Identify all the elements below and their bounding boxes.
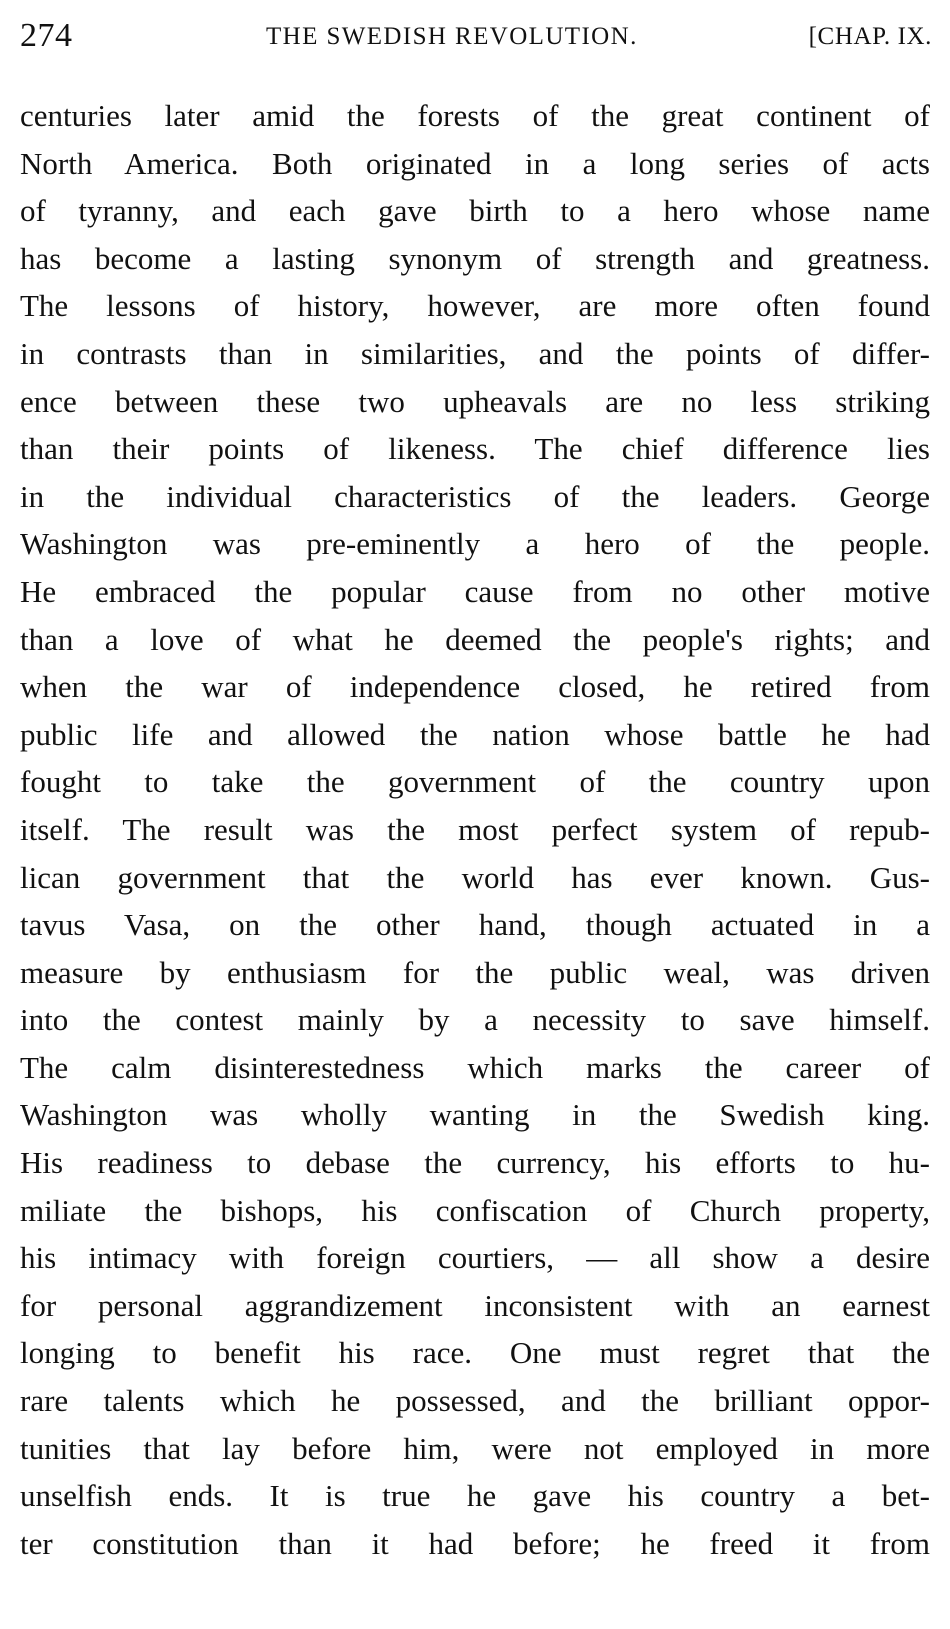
text-line: of tyranny, and each gave birth to a hero whose name bbox=[20, 193, 930, 229]
text-line: when the war of independence closed, he retired from bbox=[20, 669, 930, 705]
text-line: in the individual characteristics of the leaders. George bbox=[20, 478, 930, 514]
text-line: his intimacy with foreign courtiers, — all show a desire bbox=[20, 1240, 930, 1276]
text-line: The lessons of history, however, are more often found bbox=[20, 288, 930, 324]
text-line: North America. Both originated in a long series of acts bbox=[20, 145, 930, 181]
text-line: centuries later amid the forests of the great continent of bbox=[20, 98, 930, 133]
running-title: THE SWEDISH REVOLUTION. bbox=[266, 23, 638, 50]
text-line: tunities that lay before him, were not employed in more bbox=[20, 1430, 930, 1466]
text-line: miliate the bishops, his confiscation of Church property, bbox=[20, 1192, 930, 1228]
text-line: itself. The result was the most perfect system of repub- bbox=[20, 811, 930, 847]
text-line: public life and allowed the nation whose battle he had bbox=[20, 716, 930, 752]
text-line: ter constitution than it had before; he freed it from bbox=[20, 1525, 930, 1561]
text-line: longing to benefit his race. One must regret that the bbox=[20, 1335, 930, 1371]
text-line: measure by enthusiasm for the public weal, was driven bbox=[20, 954, 930, 990]
text-line: fought to take the government of the country upon bbox=[20, 764, 930, 800]
running-head bbox=[20, 16, 932, 62]
text-line: in contrasts than in similarities, and the points of differ- bbox=[20, 335, 930, 371]
text-line: The calm disinterestedness which marks the career of bbox=[20, 1049, 930, 1085]
body-paragraph bbox=[20, 92, 930, 1567]
text-line: into the contest mainly by a necessity to save himself. bbox=[20, 1002, 930, 1038]
text-line: than a love of what he deemed the people's rights; and bbox=[20, 621, 930, 657]
text-line: Washington was wholly wanting in the Swedish king. bbox=[20, 1097, 930, 1133]
text-line: tavus Vasa, on the other hand, though actuated in a bbox=[20, 907, 930, 943]
text-line: He embraced the popular cause from no other motive bbox=[20, 573, 930, 609]
page-number: 274 bbox=[20, 17, 73, 54]
text-line: than their points of likeness. The chief difference lies bbox=[20, 431, 930, 467]
text-line: Washington was pre-eminently a hero of the people. bbox=[20, 526, 930, 562]
text-line: His readiness to debase the currency, his efforts to hu- bbox=[20, 1145, 930, 1181]
text-line: unselfish ends. It is true he gave his country a bet- bbox=[20, 1478, 930, 1514]
text-line: for personal aggrandizement inconsistent with an earnest bbox=[20, 1287, 930, 1323]
text-line: lican government that the world has ever known. Gus- bbox=[20, 859, 930, 895]
text-line: has become a lasting synonym of strength and greatness. bbox=[20, 240, 930, 276]
text-line: rare talents which he possessed, and the brilliant oppor- bbox=[20, 1383, 930, 1419]
chapter-reference: [CHAP. IX. bbox=[808, 23, 932, 50]
text-line: ence between these two upheavals are no less striking bbox=[20, 383, 930, 419]
